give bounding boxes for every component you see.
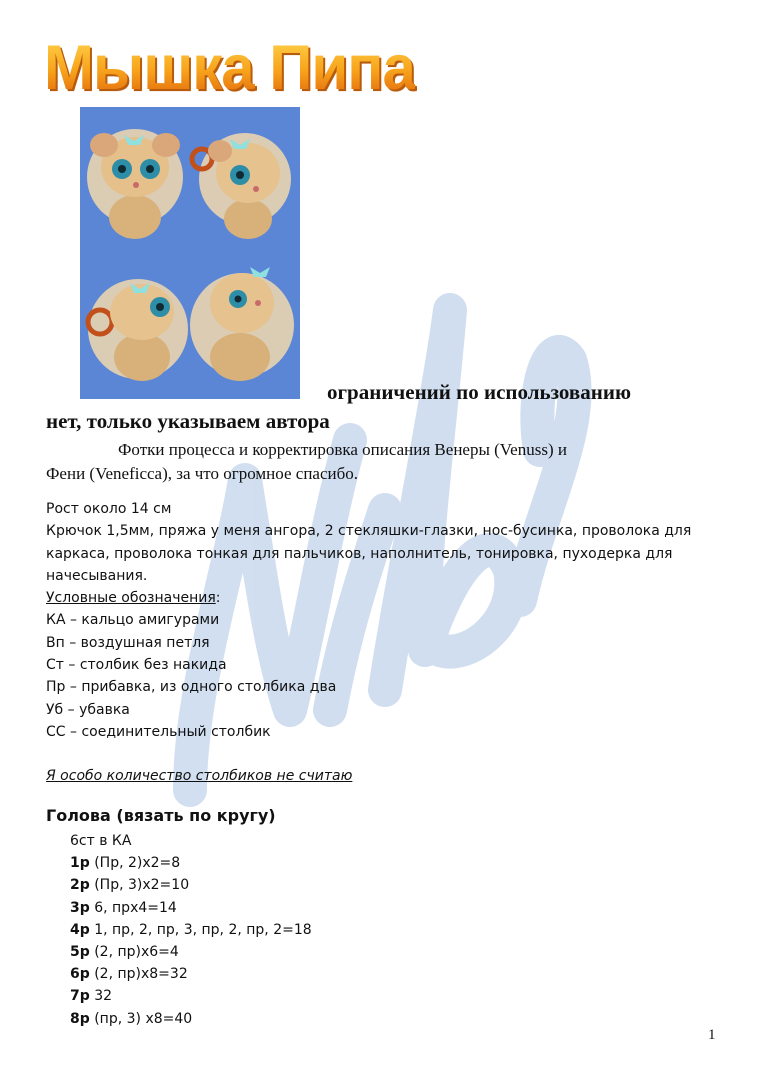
hook-text: Крючок 1,5мм, пряжа у меня ангора, 2 стекляшки-глазки, нос-бусинка, проволока для каркаса, проволока тонкая для пальчиков, наполнитель, тонировка, пуходерка для начесывания. <box>46 523 692 584</box>
row-text: 6, прх4=14 <box>89 899 177 916</box>
row-number: 4р <box>70 921 90 938</box>
legend-item: СС – соединительный столбик <box>46 723 271 740</box>
row-number: 8р <box>70 1010 90 1027</box>
legend-colon: : <box>215 590 221 607</box>
credits-line-1: Фотки процесса и корректировка описания Венеры (Venuss) и <box>118 440 567 459</box>
row-number: 3р <box>70 899 90 916</box>
mouse-photo-collage <box>80 107 300 399</box>
pattern-row <box>70 897 312 919</box>
mouse-photo <box>80 107 300 399</box>
legend-title: Условные обозначения <box>46 590 216 607</box>
row-text: (пр, 3) х8=40 <box>89 1010 193 1027</box>
head-rows <box>70 830 312 1030</box>
legend-heading <box>46 587 736 609</box>
legend-item: Уб – убавка <box>46 701 130 718</box>
pattern-row <box>70 874 312 896</box>
page-title: Мышка Пипа <box>44 32 415 103</box>
head-section-title: Голова (вязать по кругу) <box>46 806 276 825</box>
pattern-row <box>70 852 312 874</box>
row-number: 5р <box>70 944 90 961</box>
materials-section <box>46 498 736 788</box>
row-text: (Пр, 2)х2=8 <box>89 855 181 872</box>
row-number: 1р <box>70 855 90 872</box>
legend-item: КА – кальцо амигурами <box>46 612 220 629</box>
height-text: Рост около 14 см <box>46 501 172 517</box>
intro-line-1: ограничений по использованию <box>327 380 631 404</box>
pattern-row <box>70 985 312 1007</box>
row-number: 2р <box>70 877 90 894</box>
credits <box>46 438 716 486</box>
legend-item: Пр – прибавка, из одного столбика два <box>46 679 337 696</box>
row-text: 32 <box>89 988 113 1005</box>
row-text: 1, пр, 2, пр, 3, пр, 2, пр, 2=18 <box>89 921 312 938</box>
row-number: 7р <box>70 988 90 1005</box>
pattern-row <box>70 941 312 963</box>
head-start: 6ст в КА <box>70 833 132 849</box>
stitch-count-note: Я особо количество столбиков не считаю <box>46 768 353 785</box>
pattern-row <box>70 919 312 941</box>
row-number: 6р <box>70 966 90 983</box>
pattern-row <box>70 1008 312 1030</box>
credits-line-2: Фени (Veneficca), за что огромное спасибо. <box>46 464 359 483</box>
legend-item: Вп – воздушная петля <box>46 634 210 651</box>
row-text: (2, пр)х6=4 <box>89 944 179 961</box>
intro-line-2: нет, только указываем автора <box>46 409 330 433</box>
row-text: (2, пр)х8=32 <box>89 966 188 983</box>
row-text: (Пр, 3)х2=10 <box>89 877 190 894</box>
pattern-row <box>70 963 312 985</box>
legend-item: Ст – столбик без накида <box>46 657 227 674</box>
page-number: 1 <box>708 1027 716 1043</box>
